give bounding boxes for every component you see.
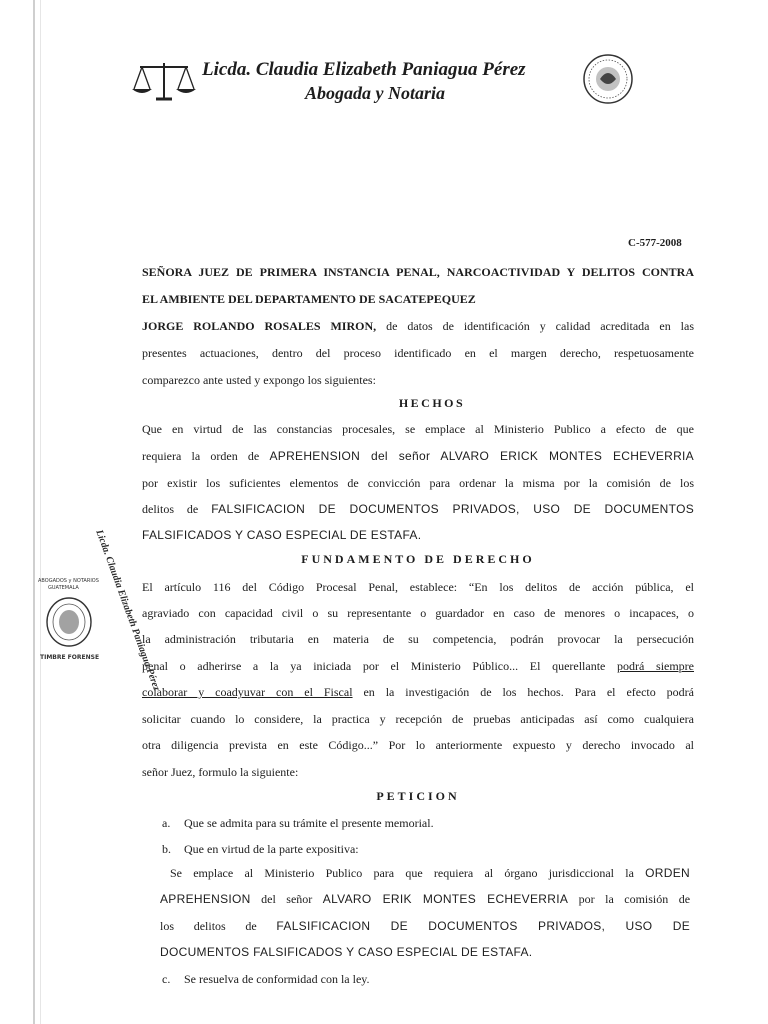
page-edge-line-secondary xyxy=(40,0,41,1024)
case-number: C-577-2008 xyxy=(628,237,682,249)
fundamento-line-1: El artículo 116 del Código Procesal Penal, establece: “En los delitos de acción pública, el xyxy=(142,580,694,594)
fundamento-heading: FUNDAMENTO DE DERECHO xyxy=(301,552,535,566)
peticion-para-line-2 xyxy=(160,892,690,906)
hechos-heading: HECHOS xyxy=(398,396,466,410)
fundamento-line-5-rest: en la investigación de los hechos. Para el efecto podrá xyxy=(363,685,694,699)
hechos-line-2-caps: APREHENSION del señor ALVARO ERICK MONTES ECHEVERRIA xyxy=(269,449,694,463)
official-seal-icon xyxy=(582,53,634,105)
intro-line-3: comparezco ante usted y expongo los siguientes: xyxy=(142,373,376,387)
hechos-line-4-caps: FALSIFICACION DE DOCUMENTOS PRIVADOS, USO DE DOCUMENTOS xyxy=(211,502,695,516)
timbre-forense-label: TIMBRE FORENSE xyxy=(40,654,100,661)
item-a-letter: a. xyxy=(162,816,171,830)
scales-of-justice-icon xyxy=(130,59,198,103)
item-a-text: Que se admita para su trámite el presente memorial. xyxy=(184,816,434,830)
hechos-line-4 xyxy=(142,502,694,516)
hechos-line-2 xyxy=(142,449,694,463)
fundamento-line-5 xyxy=(142,685,694,699)
handwritten-signature xyxy=(93,528,162,704)
para-line-1-caps: ORDEN xyxy=(645,866,691,880)
peticion-item-b xyxy=(162,842,714,856)
hechos-line-2-pre: requiera la orden de xyxy=(142,449,260,463)
para-line-2-caps-1: APREHENSION xyxy=(160,892,251,906)
peticion-para-line-3 xyxy=(160,919,690,933)
item-c-text: Se resuelva de conformidad con la ley. xyxy=(184,972,370,986)
intro-line-1 xyxy=(142,319,694,333)
fundamento-line-2: agraviado con capacidad civil o su representante o guardador en caso de menores o incapaces, o xyxy=(142,606,694,620)
stamp-text-top: ABOGADOS y NOTARIOS xyxy=(38,578,99,584)
para-line-3-pre: los delitos de xyxy=(160,919,257,933)
peticion-item-c xyxy=(162,972,714,986)
peticion-item-a xyxy=(162,816,714,830)
stamp-text-org: GUATEMALA xyxy=(48,585,79,591)
letterhead-title: Abogada y Notaria xyxy=(305,83,446,103)
fundamento-line-8: señor Juez, formulo la siguiente: xyxy=(142,765,299,779)
complainant-name: JORGE ROLANDO ROSALES MIRON, xyxy=(142,319,377,333)
item-b-text: Que en virtud de la parte expositiva: xyxy=(184,842,359,856)
margin-stamp xyxy=(36,528,162,710)
fundamento-line-5-underlined: colaborar y coadyuvar con el Fiscal xyxy=(142,685,353,699)
para-line-1-pre: Se emplace al Ministerio Publico para que requiera al órgano jurisdiccional la xyxy=(170,866,634,880)
hechos-line-5: FALSIFICADOS Y CASO ESPECIAL DE ESTAFA. xyxy=(142,528,422,542)
fundamento-line-3: la administración tributaria en materia de su competencia, podrán provocar la persecución xyxy=(142,632,694,646)
fundamento-line-4-underlined: podrá siempre xyxy=(617,659,695,673)
addressee-line-1: SEÑORA JUEZ DE PRIMERA INSTANCIA PENAL, NARCOACTIVIDAD Y DELITOS CONTRA xyxy=(142,265,694,279)
item-b-letter: b. xyxy=(162,842,171,856)
letterhead xyxy=(130,55,600,115)
item-c-letter: c. xyxy=(162,972,171,986)
para-line-2-rest: por la comisión de xyxy=(578,892,691,906)
fundamento-line-6: solicitar cuando lo considere, la practica y recepción de pruebas anticipadas así como cualquiera xyxy=(142,712,694,726)
page-edge-line xyxy=(33,0,35,1024)
peticion-para-line-4: DOCUMENTOS FALSIFICADOS Y CASO ESPECIAL DE ESTAFA. xyxy=(160,945,533,959)
notary-stamp-icon xyxy=(44,595,94,649)
fundamento-line-7: otra diligencia prevista en este Código...” Por lo anteriormente expuesto y derecho invocado al xyxy=(142,738,694,752)
peticion-heading: PETICION xyxy=(376,789,460,803)
para-line-2-mid: del señor xyxy=(261,892,313,906)
fundamento-line-4-pre: penal o adherirse a la ya iniciada por el Ministerio Público... El querellante xyxy=(142,659,606,673)
hechos-line-1: Que en virtud de las constancias procesales, se emplace al Ministerio Publico a efecto de que xyxy=(142,422,694,436)
peticion-para-line-1 xyxy=(170,866,690,880)
hechos-line-3: por existir los suficientes elementos de convicción para ordenar la misma por la comisión de los xyxy=(142,476,694,490)
letterhead-name: Licda. Claudia Elizabeth Paniagua Pérez xyxy=(202,59,526,80)
intro-line-1-rest: de datos de identificación y calidad acreditada en las xyxy=(386,319,695,333)
fundamento-line-4 xyxy=(142,659,694,673)
addressee-line-2: EL AMBIENTE DEL DEPARTAMENTO DE SACATEPEQUEZ xyxy=(142,292,476,306)
hechos-line-4-pre: delitos de xyxy=(142,502,199,516)
para-line-2-caps-2: ALVARO ERIK MONTES ECHEVERRIA xyxy=(322,892,569,906)
para-line-3-caps: FALSIFICACION DE DOCUMENTOS PRIVADOS, USO DE xyxy=(276,919,691,933)
intro-line-2: presentes actuaciones, dentro del proceso identificado en el margen derecho, respetuosamente xyxy=(142,346,694,360)
signature-text: Licda. Claudia Elizabeth Paniagua Pérez xyxy=(93,528,162,693)
